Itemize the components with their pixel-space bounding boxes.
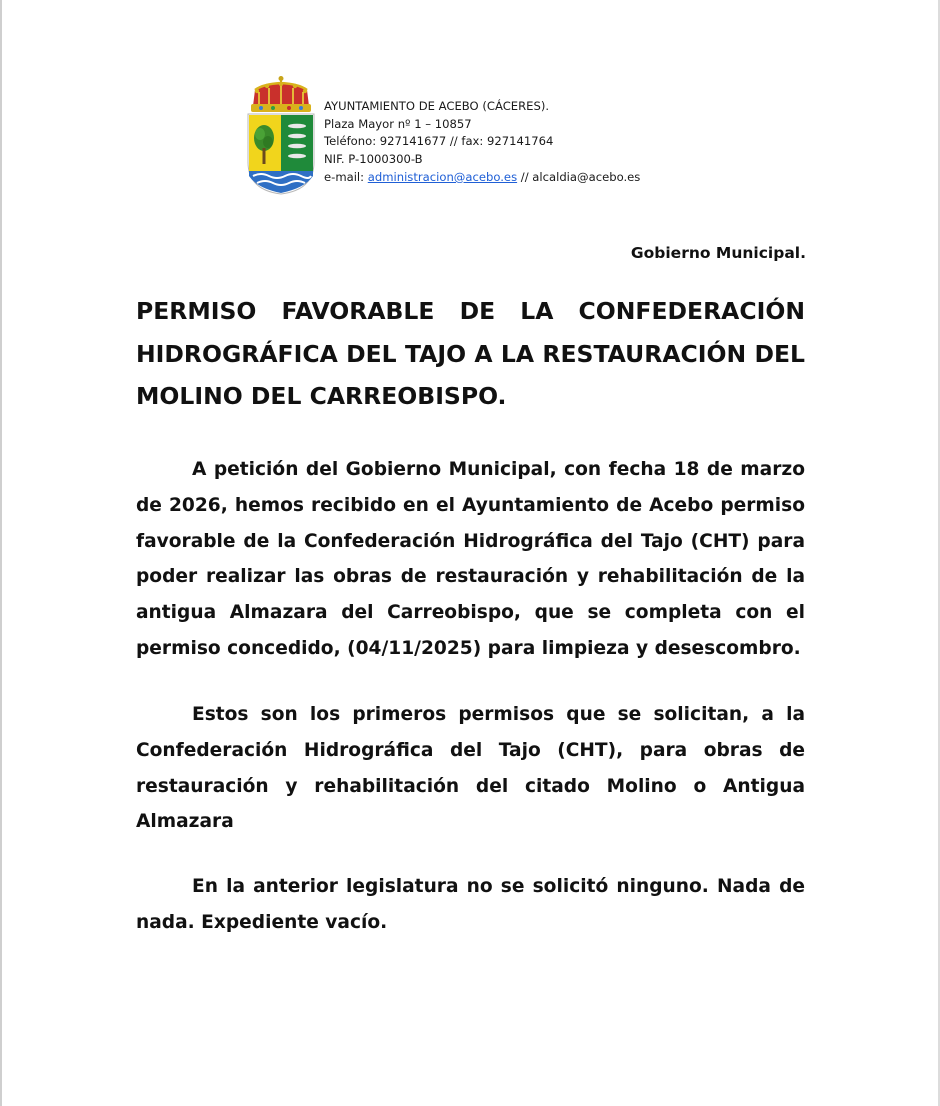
contact-block	[324, 98, 640, 187]
paragraph-line: nada. Expediente vacío.	[136, 911, 388, 933]
email-label: e-mail:	[324, 169, 368, 184]
email-separator: //	[517, 169, 533, 184]
department-heading: Gobierno Municipal.	[630, 244, 806, 262]
page-left-edge	[0, 0, 2, 1106]
paragraph-line: Confederación Hidrográfica del Tajo (CHT), para obras de	[136, 739, 805, 761]
letterhead	[245, 76, 705, 196]
email-alcaldia: alcaldia@acebo.es	[532, 169, 641, 184]
paragraph-line: restauración y rehabilitación del citado Molino o Antigua	[136, 775, 805, 797]
paragraph-line: permiso concedido, (04/11/2025) para limpieza y desescombro.	[136, 637, 801, 659]
org-name: AYUNTAMIENTO DE ACEBO (CÁCERES).	[324, 99, 550, 113]
email-link-administracion[interactable]: administracion@acebo.es	[367, 169, 518, 184]
title-line: HIDROGRÁFICA DEL TAJO A LA RESTAURACIÓN DEL	[136, 339, 805, 368]
paragraph-line: Almazara	[136, 811, 234, 833]
paragraph-line: En la anterior legislatura no se solicitó ninguno. Nada de	[192, 876, 805, 897]
paragraph-line: poder realizar las obras de restauración y rehabilitación de la	[136, 566, 805, 588]
paragraph-permit-details	[136, 452, 805, 667]
title-line: PERMISO FAVORABLE DE LA CONFEDERACIÓN	[136, 297, 805, 325]
paragraph-line: Estos son los primeros permisos que se solicitan, a la	[192, 704, 805, 725]
paragraph-first-permits	[136, 697, 805, 840]
title-line: MOLINO DEL CARREOBISPO.	[136, 382, 507, 410]
paragraph-line: favorable de la Confederación Hidrográfica del Tajo (CHT) para	[136, 530, 805, 552]
coat-of-arms-icon	[245, 76, 317, 196]
paragraph-line: de 2026, hemos recibido en el Ayuntamiento de Acebo permiso	[136, 494, 805, 516]
nif: NIF. P-1000300-B	[324, 152, 423, 167]
document-title	[136, 290, 805, 418]
email-line	[324, 169, 640, 187]
paragraph-line: antigua Almazara del Carreobispo, que se completa con el	[136, 602, 805, 624]
paragraph-line: A petición del Gobierno Municipal, con fecha 18 de marzo	[192, 459, 805, 480]
paragraph-previous-legislature	[136, 869, 805, 941]
phone-fax: Teléfono: 927141677 // fax: 927141764	[324, 134, 554, 149]
address: Plaza Mayor nº 1 – 10857	[324, 116, 472, 131]
